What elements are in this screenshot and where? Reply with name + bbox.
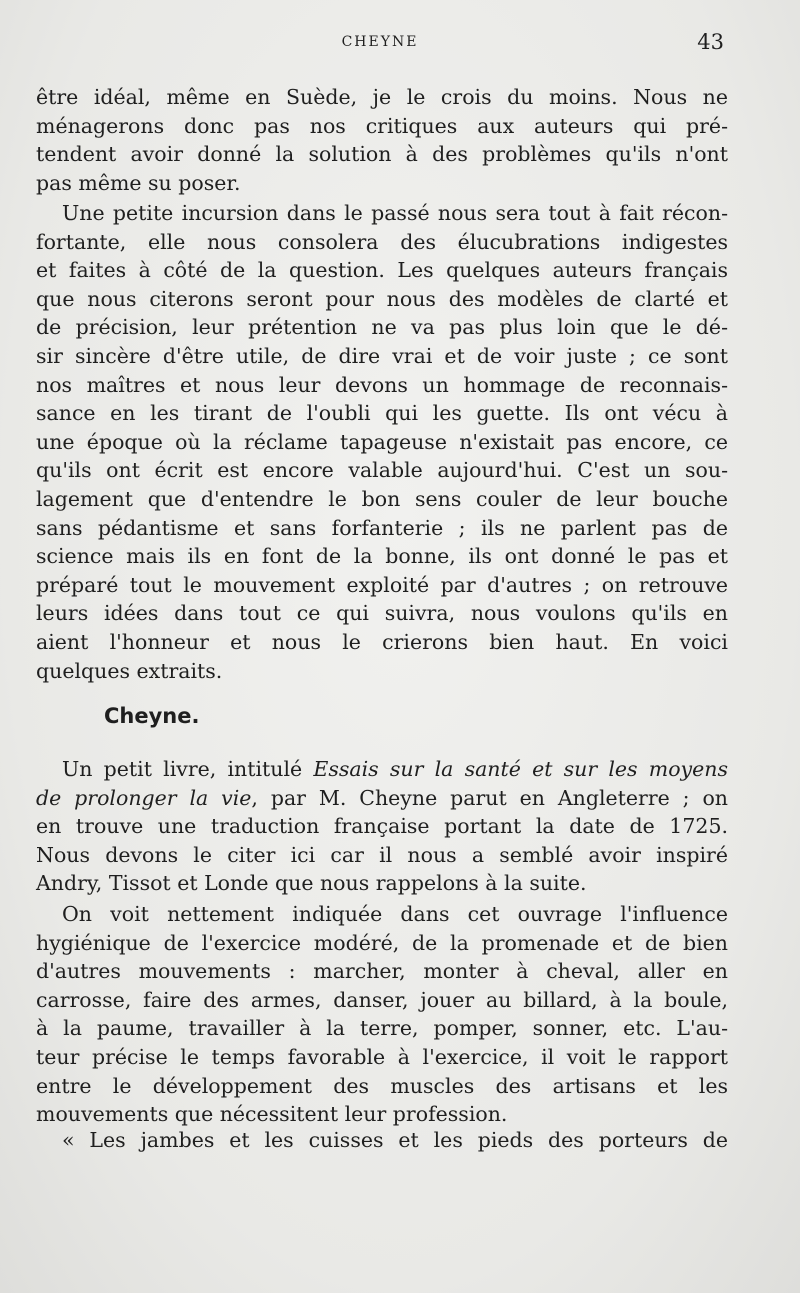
text-line	[36, 784, 728, 813]
text-line: une époque où la réclame tapageuse n'existait pas encore, ce	[36, 429, 728, 454]
text-line: que nous citerons seront pour nous des modèles de clarté et	[36, 286, 728, 311]
book-title-fragment: Essais sur la santé et sur les moyens	[313, 757, 728, 781]
text-line: On voit nettement indiquée dans cet ouvrage l'influence	[62, 902, 728, 926]
text-line: être idéal, même en Suède, je le crois du moins. Nous ne	[36, 85, 728, 109]
text-line: d'autres mouvements : marcher, monter à cheval, aller en	[36, 959, 728, 984]
text-line: Nous devons le citer ici car il nous a semblé avoir inspiré	[36, 842, 728, 867]
text-line: science mais ils en font de la bonne, ils ont donné le pas et	[36, 544, 728, 569]
text-line: lagement que d'entendre le bon sens couler de leur bouche	[36, 486, 728, 511]
page-number: 43	[697, 30, 724, 54]
paragraph-cheyne	[36, 755, 728, 898]
text-line: qu'ils ont écrit est encore valable aujourd'hui. C'est un sou-	[36, 458, 728, 483]
text-line: leurs idées dans tout ce qui suivra, nous voulons qu'ils en	[36, 601, 728, 626]
running-title: CHEYNE	[341, 34, 419, 50]
text-line: aient l'honneur et nous le crierons bien haut. En voici	[36, 629, 728, 654]
text-line: teur précise le temps favorable à l'exercice, il voit le rapport	[36, 1044, 728, 1069]
text-line: à la paume, travailler à la terre, pomper, sonner, etc. L'au-	[36, 1016, 728, 1041]
text-line: Une petite incursion dans le passé nous sera tout à fait récon-	[62, 201, 728, 225]
text-line: fortante, elle nous consolera des élucubrations indigestes	[36, 229, 728, 254]
text-line: nos maîtres et nous leur devons un hommage de reconnais-	[36, 372, 728, 397]
text-line: sance en les tirant de l'oubli qui les guette. Ils ont vécu à	[36, 401, 728, 426]
paragraph-incursion	[36, 199, 728, 685]
text-line: « Les jambes et les cuisses et les pieds des porteurs de	[62, 1128, 728, 1152]
text-line: tendent avoir donné la solution à des problèmes qu'ils n'ont	[36, 142, 728, 167]
paragraph-exercise	[36, 900, 728, 1129]
text-line: en trouve une traduction française portant la date de 1725.	[36, 814, 728, 839]
text-line: quelques extraits.	[36, 658, 223, 683]
text-line: préparé tout le mouvement exploité par d'autres ; on retrouve	[36, 572, 728, 597]
text-line: hygiénique de l'exercice modéré, de la promenade et de bien	[36, 930, 728, 955]
text-line: de précision, leur prétention ne va pas plus loin que le dé-	[36, 315, 728, 340]
paragraph-continuation	[36, 83, 728, 197]
text-line: sir sincère d'être utile, de dire vrai et de voir juste ; ce sont	[36, 343, 728, 368]
line-fragment: Un petit livre, intitulé	[62, 757, 314, 781]
section-heading: Cheyne.	[104, 704, 200, 728]
text-line: carrosse, faire des armes, danser, jouer au billard, à la boule,	[36, 987, 728, 1012]
text-line: ménagerons donc pas nos critiques aux auteurs qui pré-	[36, 113, 728, 138]
text-line: Andry, Tissot et Londe que nous rappelons à la suite.	[36, 871, 587, 896]
text-line: et faites à côté de la question. Les quelques auteurs français	[36, 258, 728, 283]
text-line: sans pédantisme et sans forfanterie ; ils ne parlent pas de	[36, 515, 728, 540]
paragraph-quote	[36, 1126, 728, 1155]
text-line: mouvements que nécessitent leur profession.	[36, 1102, 508, 1127]
text-line: entre le développement des muscles des artisans et les	[36, 1073, 728, 1098]
text-line	[36, 755, 728, 784]
book-title-fragment: de prolonger la vie	[36, 785, 252, 810]
running-head	[0, 30, 800, 54]
line-fragment: , par M. Cheyne parut en Angleterre ; on	[251, 785, 728, 810]
text-line: pas même su poser.	[36, 170, 241, 195]
